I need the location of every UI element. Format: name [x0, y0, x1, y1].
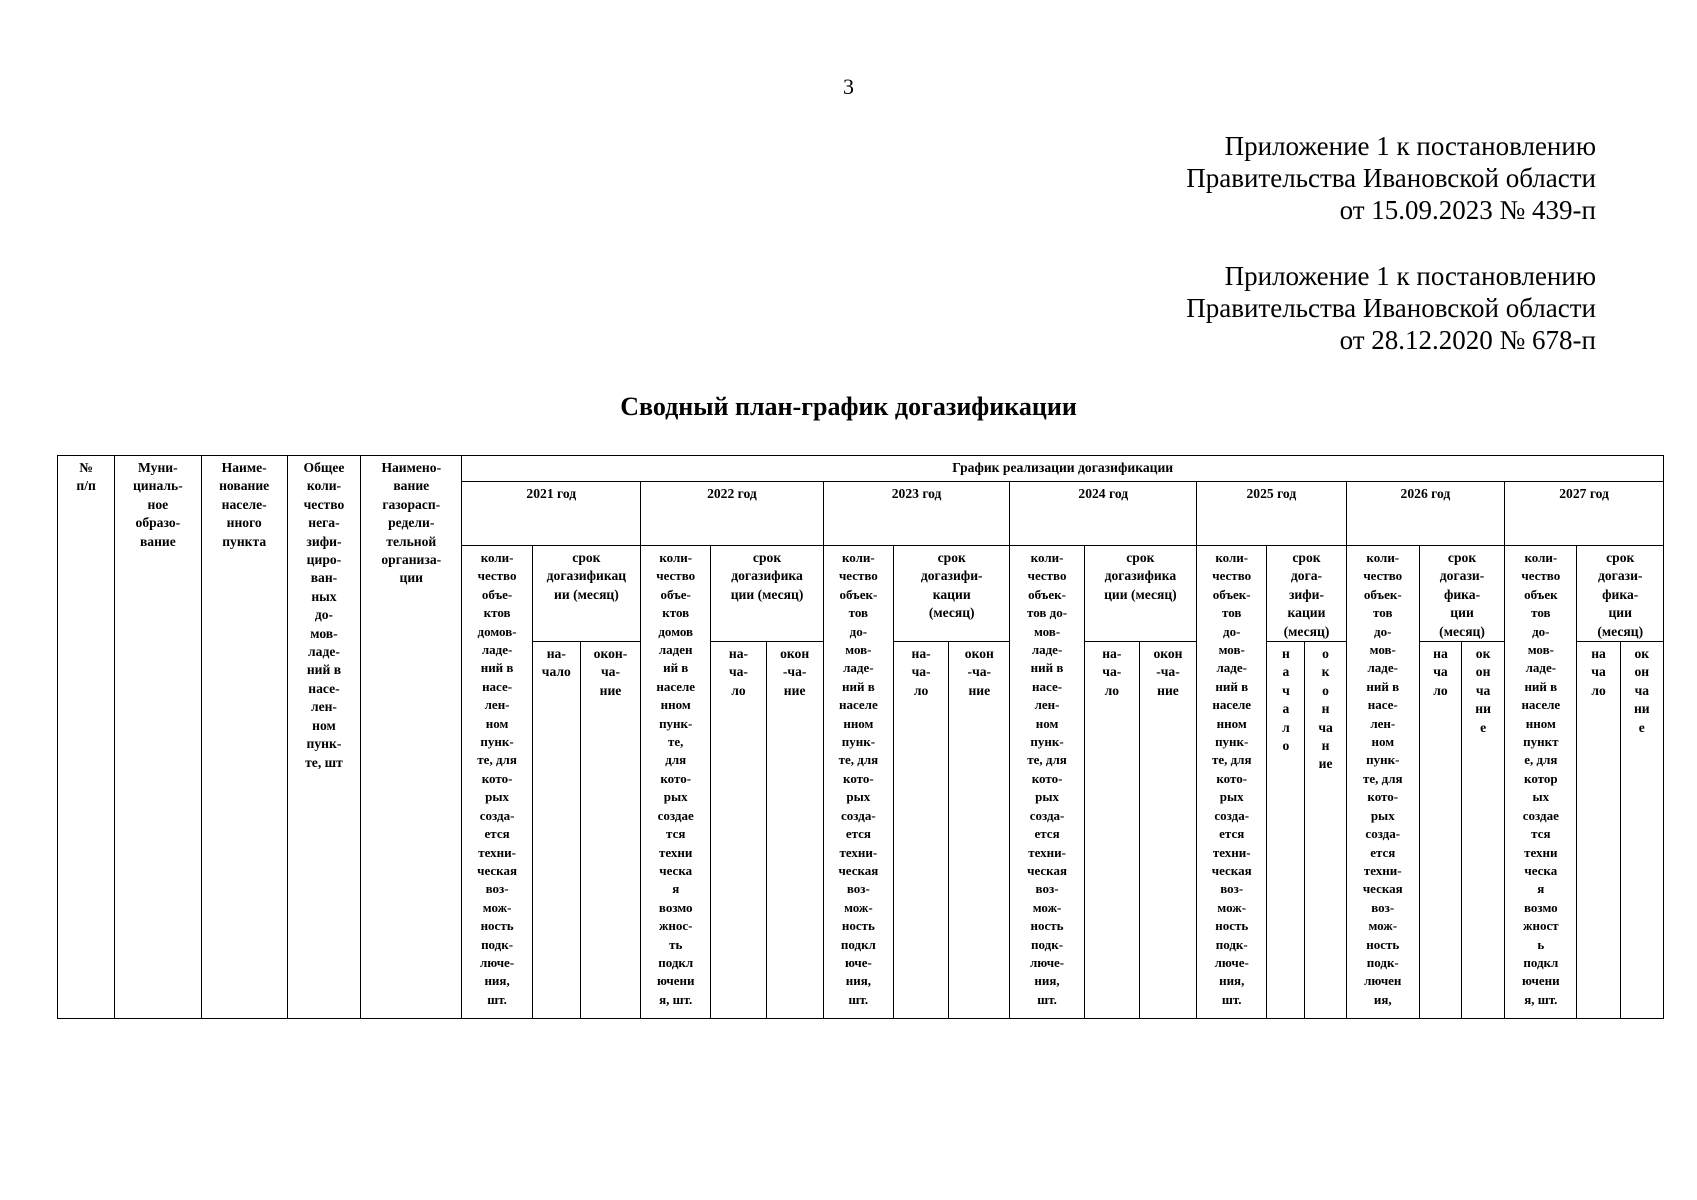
page-number: 3	[843, 74, 854, 99]
term-header: срок догазифика ции (месяц)	[1084, 546, 1196, 642]
year-header: 2025 год	[1197, 482, 1347, 546]
year-header: 2027 год	[1505, 482, 1664, 546]
households-count-header: коли- чество объе- ктов домов- ладе- ний в насе- лен- ном пунк- те, для кото- рых созда- ется техни- ческая воз- мож- ность подк- люче- ния, шт.	[462, 546, 532, 1019]
households-count-header: коли- чество объек- тов до- мов- ладе- ний в насе- лен- ном пунк- те, для кото- рых созда- ется техни- ческая воз- мож- ность подк- лючен ия,	[1346, 546, 1419, 1019]
term-end-header: окон -ча- ние	[1139, 642, 1196, 1019]
term-end-header: окон -ча- ние	[949, 642, 1010, 1019]
header-gas-organization: Наимено- вание газорасп- редели- тельной организа- ции	[361, 456, 462, 1019]
term-header: срок догази- фика- ции (месяц)	[1577, 546, 1664, 642]
year-header: 2022 год	[641, 482, 824, 546]
households-count-header: коли- чество объек тов до- мов- ладе- ний в населе нном пункт е, для котор ых создае тся техни ческа я возмо жност ь подкл ючени я, шт.	[1505, 546, 1577, 1019]
header-number: № п/п	[58, 456, 115, 1019]
term-start-header: на- чало	[532, 642, 580, 1019]
households-count-header: коли- чество объе- ктов домов ладен ий в населе нном пунк- те, для кото- рых создае тся техни ческа я возмо жнос- ть подкл ючени я, шт.	[641, 546, 711, 1019]
term-header: срок догазификац ии (месяц)	[532, 546, 640, 642]
appendix-current-line-2: Правительства Ивановской области	[1186, 163, 1596, 193]
appendix-original-line-3: от 28.12.2020 № 678-п	[1339, 325, 1596, 355]
term-start-header: н а ч а л о	[1267, 642, 1305, 1019]
header-settlement: Наиме- нование населе- нного пункта	[201, 456, 287, 1019]
households-count-header: коли- чество объек- тов до- мов- ладе- ний в насе- лен- ном пунк- те, для кото- рых созда- ется техни- ческая воз- мож- ность подк- люче- ния, шт.	[1010, 546, 1084, 1019]
term-end-header: окон- ча- ние	[580, 642, 640, 1019]
term-start-header: на- ча- ло	[711, 642, 766, 1019]
year-header: 2024 год	[1010, 482, 1197, 546]
year-header: 2026 год	[1346, 482, 1505, 546]
appendix-original-line-1: Приложение 1 к постановлению	[1224, 261, 1596, 291]
header-municipality: Муни- циналь- ное образо- вание	[115, 456, 201, 1019]
year-header: 2021 год	[462, 482, 641, 546]
appendix-original-header	[1186, 260, 1596, 356]
term-end-header: окон -ча- ние	[766, 642, 823, 1019]
households-count-header: коли- чество объек- тов до- мов- ладе- ний в населе нном пунк- те, для кото- рых созда- ется техни- ческая воз- мож- ность подк- люче- ния, шт.	[1197, 546, 1267, 1019]
term-header: срок догазифи- кации (месяц)	[894, 546, 1010, 642]
term-header: срок дога- зифи- кации (месяц)	[1267, 546, 1346, 642]
term-end-header: ок он ча ни е	[1462, 642, 1505, 1019]
term-header: срок догази- фика- ции (месяц)	[1419, 546, 1504, 642]
term-start-header: на ча ло	[1419, 642, 1461, 1019]
document-title: Сводный план-график догазификации	[620, 392, 1077, 421]
appendix-current-line-1: Приложение 1 к постановлению	[1224, 131, 1596, 161]
appendix-original-line-2: Правительства Ивановской области	[1186, 293, 1596, 323]
term-start-header: на- ча- ло	[1084, 642, 1139, 1019]
year-header: 2023 год	[823, 482, 1010, 546]
header-schedule: График реализации догазификации	[462, 456, 1664, 482]
term-end-header: о к о н ча н ие	[1305, 642, 1346, 1019]
appendix-current-line-3: от 15.09.2023 № 439-п	[1339, 195, 1596, 225]
gasification-schedule-table	[57, 455, 1664, 1019]
term-end-header: ок он ча ни е	[1620, 642, 1663, 1019]
term-start-header: на ча ло	[1577, 642, 1620, 1019]
appendix-current-header	[1186, 130, 1596, 226]
header-total-households: Общее коли- чество нега- зифи- циро- ван- ных до- мов- ладе- ний в насе- лен- ном пунк- те, шт	[287, 456, 360, 1019]
term-start-header: на- ча- ло	[894, 642, 949, 1019]
households-count-header: коли- чество объек- тов до- мов- ладе- ний в населе нном пунк- те, для кото- рых созда- ется техни- ческая воз- мож- ность подкл юче- ния, шт.	[823, 546, 893, 1019]
term-header: срок догазифика ции (месяц)	[711, 546, 823, 642]
